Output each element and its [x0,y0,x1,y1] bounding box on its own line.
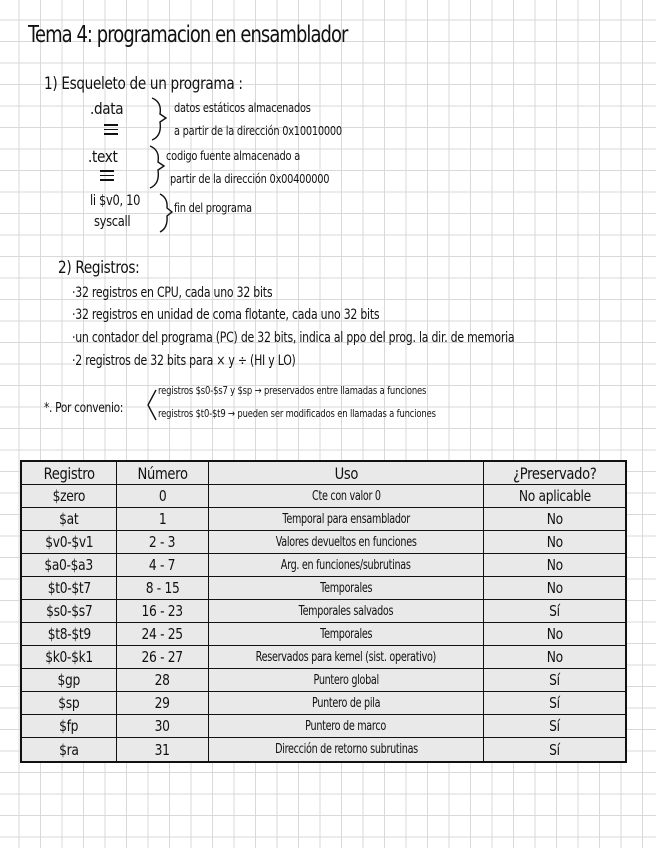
table-cell: 2 - 3 [117,531,209,553]
table-cell: $s0-$s7 [22,600,117,622]
convention-line2: registros $t0-$t9 → pueden ser modificados en llamadas a funciones [158,408,436,420]
table-cell: $at [22,508,117,530]
table-cell: Temporales [209,577,484,599]
table-cell: $a0-$a3 [22,554,117,576]
table-cell: 24 - 25 [117,623,209,645]
table-cell: No [546,533,563,551]
text-desc-line2: partir de la dirección 0x00400000 [170,172,330,186]
table-row [22,646,625,669]
table-cell: Sí [549,671,560,689]
li-instruction: li $v0, 10 [90,193,141,209]
table-cell: $zero [22,485,117,507]
table-cell: Puntero global [209,669,484,691]
registers-table [20,460,627,763]
table-cell: 8 - 15 [117,577,209,599]
bullet-1: ·32 registros en CPU, cada uno 32 bits [72,285,273,301]
text-directive: .text [88,147,118,166]
table-row [22,738,625,761]
table-cell: Reservados para kernel (sist. operativo) [209,646,484,668]
bullet-2: ·32 registros en unidad de coma flotante, cada uno 32 bits [72,307,380,323]
table-cell: Valores devueltos en funciones [209,531,484,553]
table-row [22,692,625,715]
table-cell: Puntero de pila [209,692,484,714]
table-cell: Sí [549,740,560,759]
end-desc: fin del programa [174,201,252,215]
table-cell: $k0-$k1 [22,646,117,668]
table-row [22,485,625,508]
table-row [22,623,625,646]
header-cell: ¿Preservado? [512,463,597,483]
header-cell: Número [117,462,209,484]
table-cell: $ra [22,738,117,761]
section-2-heading: 2) Registros: [58,258,140,278]
text-desc-line1: codigo fuente almacenado a [166,149,300,163]
table-row [22,600,625,623]
table-cell: $fp [22,715,117,737]
table-cell: 1 [117,508,209,530]
header-cell: Registro [22,462,117,484]
data-desc-line2: a partir de la dirección 0x10010000 [174,124,342,138]
brace-data [150,96,174,142]
table-cell: Arg. en funciones/subrutinas [209,554,484,576]
table-cell: Temporales salvados [209,600,484,622]
section-1-heading: 1) Esqueleto de un programa : [44,74,243,94]
code-placeholder-lines [100,170,114,184]
table-cell: 29 [117,692,209,714]
table-cell: Dirección de retorno subrutinas [209,738,484,761]
header-cell: Uso [209,462,484,484]
table-cell: $t0-$t7 [22,577,117,599]
table-cell: 16 - 23 [117,600,209,622]
table-cell: Temporal para ensamblador [209,508,484,530]
table-cell: $v0-$v1 [22,531,117,553]
table-cell: Puntero de marco [209,715,484,737]
angle-bracket [146,388,158,422]
table-cell: No [546,648,563,666]
table-row [22,508,625,531]
table-cell: No [546,510,563,528]
table-cell: No aplicable [518,487,591,505]
table-row [22,531,625,554]
table-cell: 28 [117,669,209,691]
bullet-4: ·2 registros de 32 bits para × y ÷ (HI y LO) [72,353,296,369]
data-directive: .data [90,99,124,118]
table-cell: Temporales [209,623,484,645]
table-cell: $sp [22,692,117,714]
bullet-3: ·un contador del programa (PC) de 32 bits, indica al ppo del prog. la dir. de memoria [72,330,515,346]
table-cell: Sí [549,602,560,620]
table-cell: No [546,579,563,597]
table-cell: $gp [22,669,117,691]
table-cell: No [546,625,563,643]
table-cell: 31 [117,738,209,761]
convention-line1: registros $s0-$s7 y $sp → preservados entre llamadas a funciones [158,385,427,397]
table-row [22,554,625,577]
table-cell: No [546,556,563,574]
data-desc-line1: datos estáticos almacenados [174,101,311,115]
table-cell: $t8-$t9 [22,623,117,645]
table-cell: 30 [117,715,209,737]
page-title: Tema 4: programacion en ensamblador [28,22,348,48]
convention-label: *. Por convenio: [44,401,124,416]
table-cell: Sí [549,694,560,712]
syscall-instruction: syscall [94,214,131,230]
table-cell: 26 - 27 [117,646,209,668]
table-cell: 0 [117,485,209,507]
code-placeholder-lines [104,124,118,138]
table-row [22,715,625,738]
table-cell: 4 - 7 [117,554,209,576]
table-row [22,669,625,692]
table-row [22,577,625,600]
table-header [22,462,625,485]
table-cell: Sí [549,717,560,735]
table-cell: Cte con valor 0 [209,485,484,507]
